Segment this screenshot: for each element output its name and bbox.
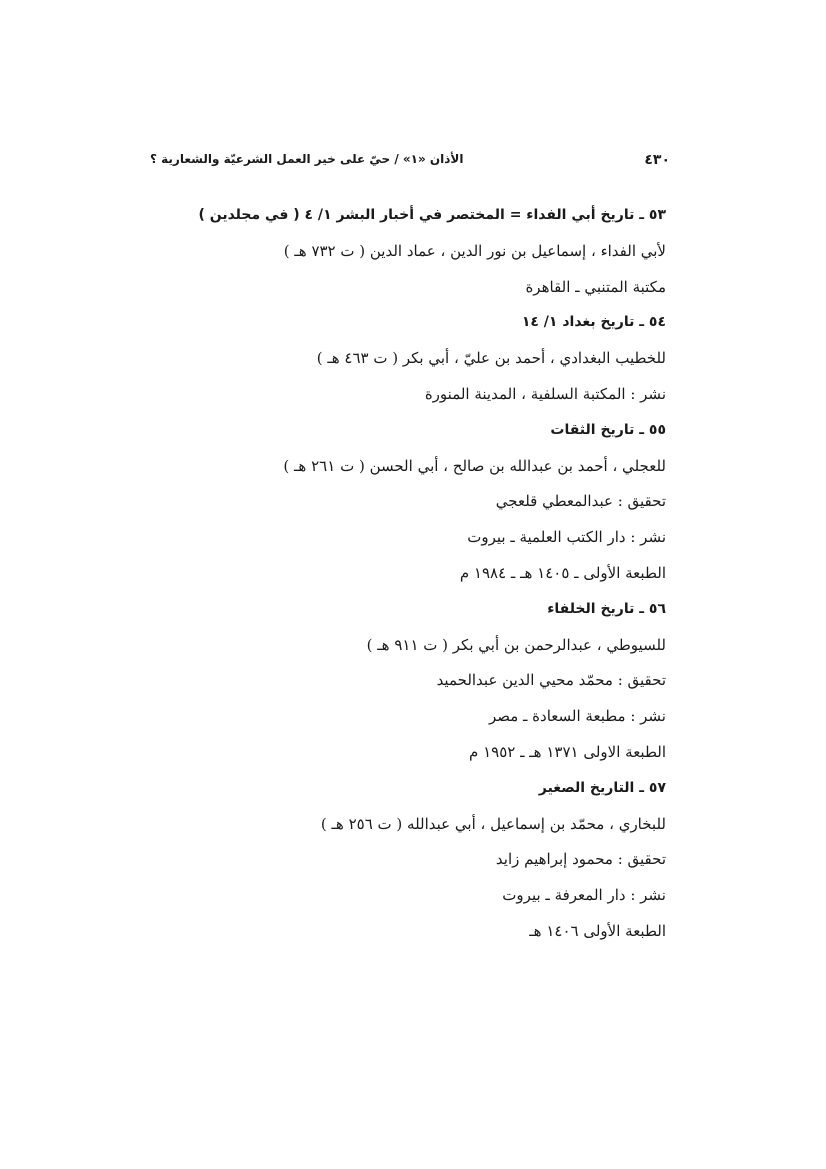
entry-line: لأبي الفداء ، إسماعيل بن نور الدين ، عماد الدين ( ت ٧٣٢ هـ ) (283, 241, 666, 260)
page-header (150, 152, 670, 178)
bibliography-entry (146, 198, 666, 305)
bibliography-list (146, 198, 666, 950)
entry-title: ٥٣ ـ تاريخ أبي الفداء = المختصر في أخبار البشر ١/ ٤ ( في مجلدين ) (198, 207, 666, 223)
bibliography-entry (146, 771, 666, 950)
entry-line: نشر : دار المعرفة ـ بيروت (502, 886, 666, 905)
bibliography-entry (146, 413, 666, 592)
entry-title: ٥٥ ـ تاريخ الثقات (550, 421, 666, 438)
entry-line: مكتبة المتنبي ـ القاهرة (525, 277, 666, 296)
page-number: ٤٣٠ (644, 152, 670, 168)
bibliography-entry (146, 592, 666, 771)
entry-line: نشر : دار الكتب العلمية ـ بيروت (467, 528, 666, 547)
entry-line: للخطيب البغدادي ، أحمد بن عليّ ، أبي بكر ( ت ٤٦٣ هـ ) (316, 349, 666, 368)
entry-line: الطبعة الاولى ١٣٧١ هـ ـ ١٩٥٢ م (469, 742, 666, 761)
entry-line: للعجلي ، أحمد بن عبدالله بن صالح ، أبي الحسن ( ت ٢٦١ هـ ) (283, 456, 666, 475)
entry-line: للسيوطي ، عبدالرحمن بن أبي بكر ( ت ٩١١ هـ ) (366, 635, 666, 654)
entry-line: تحقيق : محمّد محيي الدين عبدالحميد (436, 671, 666, 690)
entry-line: للبخاري ، محمّد بن إسماعيل ، أبي عبدالله ( ت ٢٥٦ هـ ) (320, 814, 666, 833)
entry-line: تحقيق : محمود إبراهيم زايد (495, 850, 666, 869)
entry-line: الطبعة الأولى ـ ١٤٠٥ هـ ـ ١٩٨٤ م (459, 563, 666, 582)
entry-line: نشر : مطبعة السعادة ـ مصر (488, 707, 666, 726)
entry-line: الطبعة الأولى ١٤٠٦ هـ (529, 921, 666, 940)
bibliography-entry (146, 305, 666, 412)
entry-line: نشر : المكتبة السلفية ، المدينة المنورة (424, 384, 666, 403)
running-title: الأذان «١» / حيّ على خير العمل الشرعيّة والشعارية ؟ (150, 152, 464, 166)
entry-title: ٥٤ ـ تاريخ بغداد ١/ ١٤ (521, 314, 666, 331)
entry-title: ٥٧ ـ التاريخ الصغير (538, 779, 666, 796)
entry-line: تحقيق : عبدالمعطي قلعجي (495, 492, 666, 511)
entry-title: ٥٦ ـ تاريخ الخلفاء (547, 600, 666, 617)
